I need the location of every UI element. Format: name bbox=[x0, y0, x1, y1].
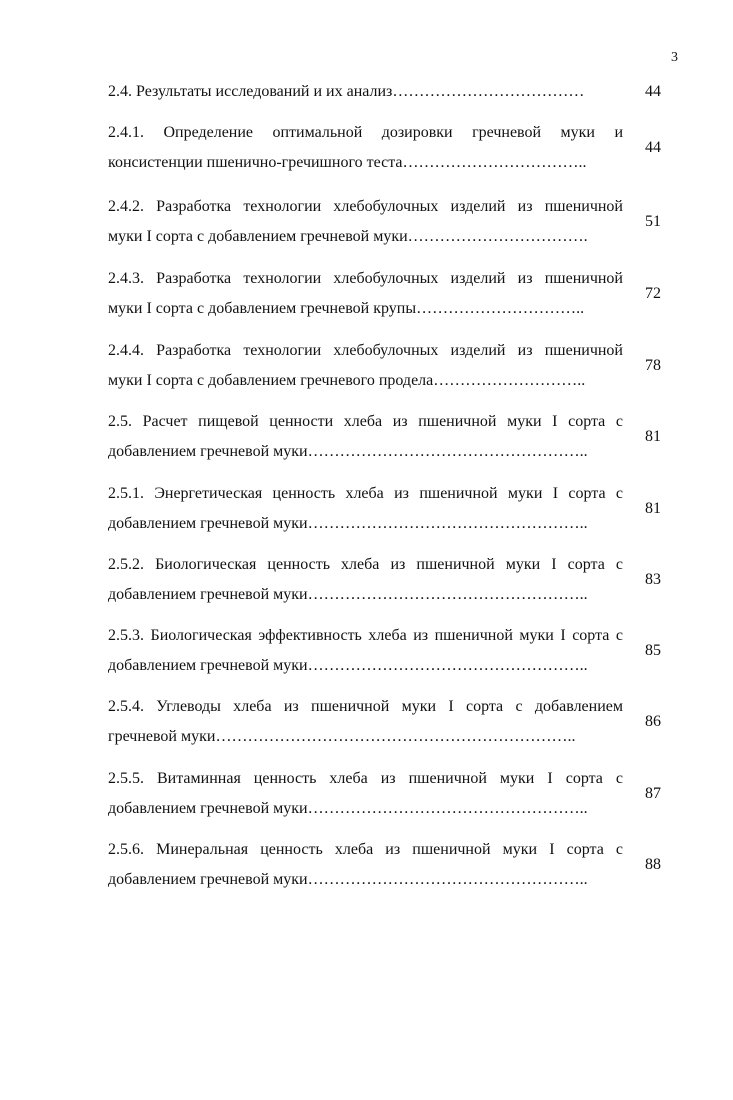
toc-page-number: 86 bbox=[645, 713, 661, 730]
toc-entry-line: 2.4.2. Разработка технологии хлебобулочных изделий из пшеничной bbox=[108, 198, 623, 215]
toc-entry bbox=[108, 479, 623, 539]
toc-entry-line: добавлением гречневой муки…………………………………………….. bbox=[108, 586, 588, 603]
toc-entry-line: 2.4.4. Разработка технологии хлебобулочных изделий из пшеничной bbox=[108, 342, 623, 359]
toc-page-number: 51 bbox=[645, 213, 661, 230]
toc-entry-line: добавлением гречневой муки…………………………………………….. bbox=[108, 871, 588, 888]
toc-entry bbox=[108, 336, 623, 396]
page-number: 3 bbox=[671, 50, 678, 65]
toc-entry-line: 2.5. Расчет пищевой ценности хлеба из пшеничной муки I сорта с bbox=[108, 413, 623, 430]
toc-page-number: 44 bbox=[645, 83, 661, 100]
toc-page-number: 78 bbox=[645, 357, 661, 374]
toc-entry bbox=[108, 835, 623, 895]
toc-entry bbox=[108, 621, 623, 681]
toc-entry bbox=[108, 118, 623, 178]
toc-entry-line: 2.4. Результаты исследований и их анализ……………………………… bbox=[108, 83, 585, 100]
toc-entry-line: добавлением гречневой муки…………………………………………….. bbox=[108, 443, 588, 460]
toc-entry-line: 2.5.5. Витаминная ценность хлеба из пшеничной муки I сорта с bbox=[108, 770, 623, 787]
toc-entry-line: муки I сорта с добавлением гречневого продела……………………….. bbox=[108, 372, 586, 389]
toc-entry-line: 2.5.1. Энергетическая ценность хлеба из пшеничной муки I сорта с bbox=[108, 485, 623, 502]
toc-page-number: 87 bbox=[645, 785, 661, 802]
toc-entry-line: 2.4.3. Разработка технологии хлебобулочных изделий из пшеничной bbox=[108, 270, 623, 287]
toc-entry-line: консистенции пшенично-гречишного теста…………………………….. bbox=[108, 154, 587, 171]
toc-entry-line: 2.5.6. Минеральная ценность хлеба из пшеничной муки I сорта с bbox=[108, 841, 623, 858]
toc-entry-line: муки I сорта с добавлением гречневой крупы………………………….. bbox=[108, 300, 585, 317]
toc-page-number: 81 bbox=[645, 428, 661, 445]
toc-entry-line: добавлением гречневой муки…………………………………………….. bbox=[108, 657, 588, 674]
toc-page-number: 85 bbox=[645, 642, 661, 659]
toc-page-number: 83 bbox=[645, 571, 661, 588]
toc-entry bbox=[108, 192, 623, 252]
toc-entry-line: 2.4.1. Определение оптимальной дозировки гречневой муки и bbox=[108, 124, 623, 141]
toc-entry-line: 2.5.4. Углеводы хлеба из пшеничной муки I сорта с добавлением bbox=[108, 698, 623, 715]
toc-entry bbox=[108, 764, 623, 824]
toc-entry-line: 2.5.3. Биологическая эффективность хлеба из пшеничной муки I сорта с bbox=[108, 627, 623, 644]
toc-page-number: 72 bbox=[645, 285, 661, 302]
toc-entry bbox=[108, 550, 623, 610]
toc-entry-line: добавлением гречневой муки…………………………………………….. bbox=[108, 800, 588, 817]
toc-page-number: 88 bbox=[645, 856, 661, 873]
toc-page-number: 81 bbox=[645, 500, 661, 517]
toc-entry bbox=[108, 77, 623, 107]
toc-page-number: 44 bbox=[645, 139, 661, 156]
toc-entry bbox=[108, 692, 623, 752]
toc-entry bbox=[108, 407, 623, 467]
toc-entry-line: добавлением гречневой муки…………………………………………….. bbox=[108, 515, 588, 532]
toc-entry-line: муки I сорта с добавлением гречневой муки……………………………. bbox=[108, 228, 588, 245]
toc-entry-line: 2.5.2. Биологическая ценность хлеба из пшеничной муки I сорта с bbox=[108, 556, 623, 573]
toc-entry bbox=[108, 264, 623, 324]
toc-entry-line: гречневой муки………………………………………………………….. bbox=[108, 728, 576, 745]
